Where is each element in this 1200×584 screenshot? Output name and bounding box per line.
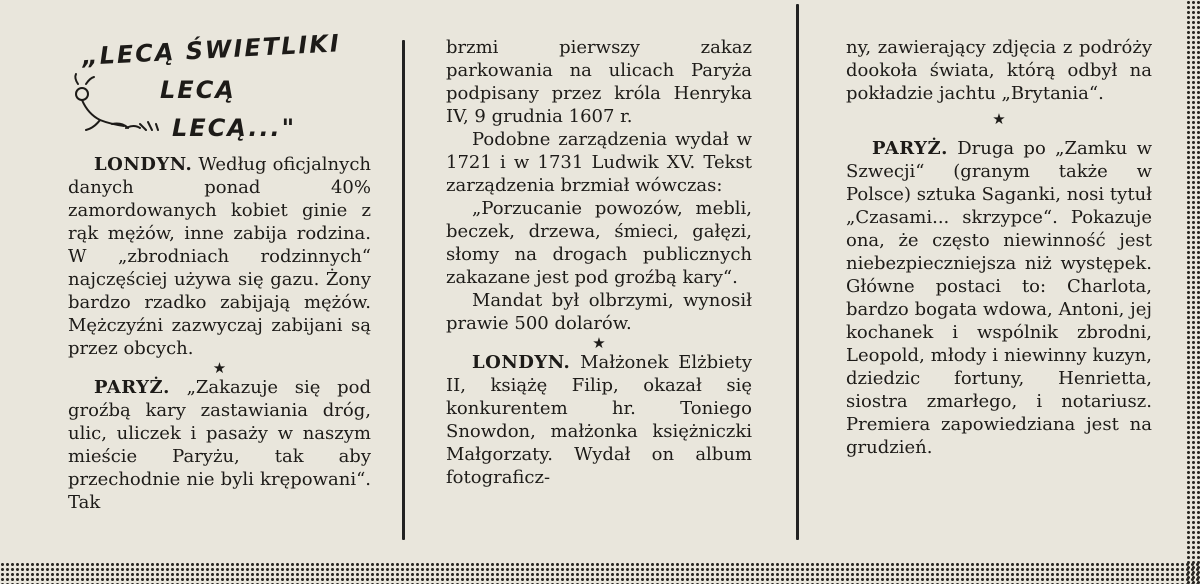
column-3 [846, 36, 1152, 459]
dotted-border-right [1186, 0, 1200, 584]
article-dateline: PARYŻ. [872, 138, 948, 159]
article-paryz-2 [846, 137, 1152, 459]
article-body: „Zakazuje się pod groźbą kary zastawiania dróg, ulic, uliczek i pasaży w naszym mieście Paryżu, tak aby przechodnie nie byli krępowani“. Tak [68, 377, 371, 513]
logo-line-1: „LECĄ ŚWIETLIKI [81, 29, 342, 71]
logo-line-2: LECĄ [160, 76, 236, 104]
logo-line-3: LECĄ..." [172, 114, 297, 142]
article-londyn-1 [68, 153, 371, 360]
column-1 [68, 153, 371, 514]
article-paryz-1 [68, 376, 371, 514]
separator-star: ★ [212, 359, 227, 377]
article-paragraph: Mandat był olbrzymi, wynosił prawie 500 dolarów. [446, 290, 752, 334]
article-dateline: PARYŻ. [94, 377, 170, 398]
article-body: Druga po „Zamku w Szwecji“ (granym także w Polsce) sztuka Saganki, nosi tytuł „Czasami... skrzypce“. Pokazuje ona, że często niewinność jest niebezpieczniejsza niż występek. Główne postaci to: Charlota, bardzo bogata wdowa, Antoni, jej kochanek i wspólnik zbrodni, Leopold, młody i niewinny kuzyn, dziedzic fortuny, Henrietta, siostra zmarłego, i notariusz. Premiera zapowiedziana jest na grudzień. [846, 138, 1152, 458]
column-2 [446, 36, 752, 489]
article-londyn-2-continued: ny, zawierający zdjęcia z podróży dookoła świata, którą odbył na pokładzie jachtu „Brytania“. [846, 37, 1152, 104]
separator-star: ★ [592, 334, 606, 352]
column-rule [402, 40, 405, 540]
article-paragraph: Podobne zarządzenia wydał w 1721 i w 1731 Ludwik XV. Tekst zarządzenia brzmiał wówczas: [446, 129, 752, 196]
article-quote: „Porzucanie powozów, mebli, beczek, drzewa, śmieci, gałęzi, słomy na drogach publicznych zakazane jest pod groźbą kary“. [446, 198, 752, 288]
article-body: Małżonek Elżbiety II, książę Filip, okazał się konkurentem hr. Toniego Snowdon, małżonka księżniczki Małgorzaty. Wydał on album fotograficz- [446, 352, 752, 488]
dotted-border-bottom [0, 562, 1200, 584]
separator-star: ★ [992, 110, 1006, 128]
article-dateline: LONDYN. [94, 154, 193, 175]
column-rule [796, 4, 799, 540]
column-logo [60, 24, 342, 150]
article-body: Według oficjalnych danych ponad 40% zamordowanych kobiet ginie z rąk mężów, inne zabija rodzina. W „zbrodniach rodzinnych“ najczęściej używa się gazu. Żony bardzo rzadko zabijają mężów. Mężczyźni zazwyczaj zabijani są przez obcych. [68, 154, 371, 359]
article-paryz-1-continued: brzmi pierwszy zakaz parkowania na ulicach Paryża podpisany przez króla Henryka IV, 9 grudnia 1607 r. [446, 37, 752, 127]
article-londyn-2 [446, 351, 752, 489]
article-dateline: LONDYN. [472, 352, 571, 373]
